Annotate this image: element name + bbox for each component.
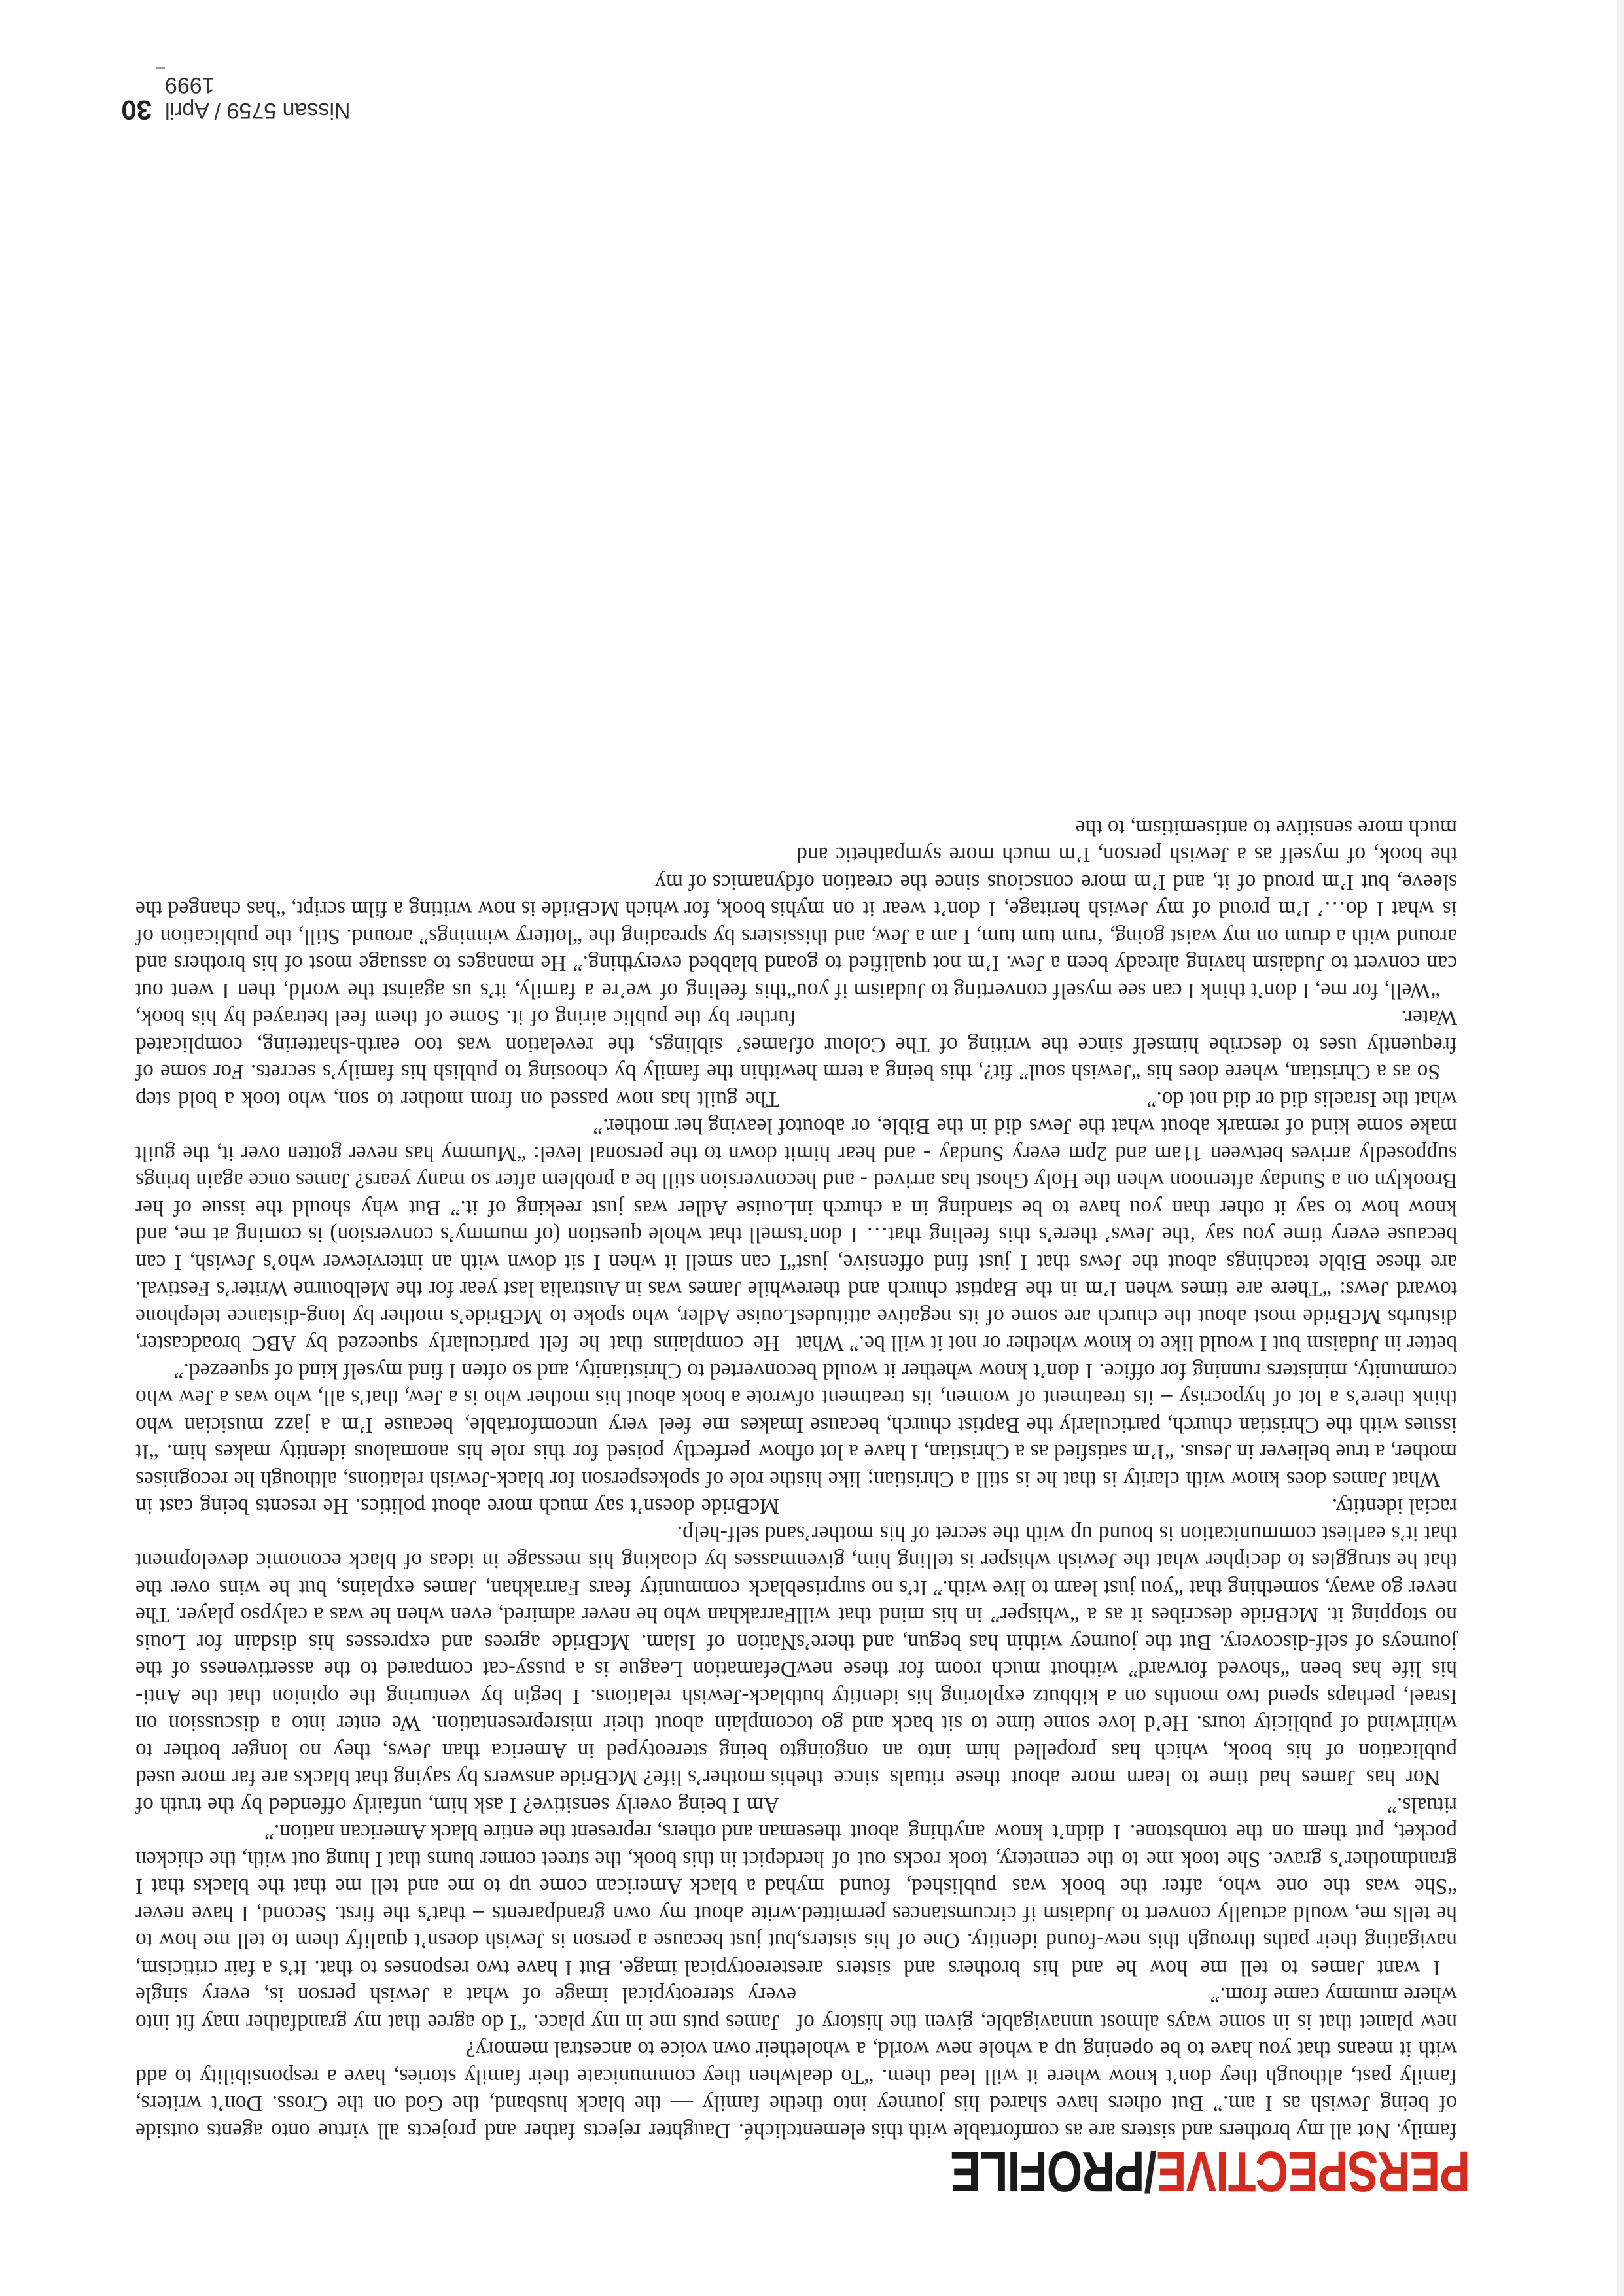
scan-edge xyxy=(1617,0,1624,2296)
right-column xyxy=(796,814,1457,2145)
paragraph: James puts me in my place. “I do agree that my grandfather may fit into every stereotypical image of what a Jewish person is, every single stereotypical image. But I have two responses to that. It’s a fair criticism, but just because a person is Jewish doesn’t qualify them to tell me how to write about my own grandparents – that’s the first. Second, I have never had a black American come up to me and tell me that the blacks that I depict in this book, the street corner bums that I hung out with, the chicken man and others, represent the entire black American nation.” xyxy=(135,1820,796,2034)
paragraph: The guilt has now passed on from mother to son, who took a bold step within the family by choosing to publish his family’s secrets. For some of James’ siblings, the revelation was too earth-shattering, complicated further by the public airing of it. Some of them feel betrayed by his book, “this feeling of we’re a family, it’s us against the world, then I went out and blabbed everything.” He manages to assuage most of his brothers and sisters by spreading the “lottery winnings” around. Still, the publication of his book, for which McBride is now writing a film script, “has changed the dynamics of my xyxy=(135,870,796,1111)
paragraph: Nor has James had time to learn more about these rituals since the publication of his book, which has propelled him into an ongoing whirlwind of publicity tours. He’d love some time to sit back and go to Israel, perhaps spend two months on a kibbutz exploring his identity but his life has been “shoved forward” without much room for these new journeys of self-discovery. But the journey within has begun, and there’s no stopping it. McBride describes it as a “whisper” in his mind that will never go away, something that “you just learn to live with.” It’s no surprise that he struggles to decipher what the Jewish whisper is telling him, given that it’s earliest communication is bound up with the secret of his mother’s racial identity. xyxy=(796,1494,1457,1790)
paragraph: family. Not all my brothers and sisters are as comfortable with this element of being Jewish as I am.” But others have shared his journey into the family past, although they don’t know where it will lead them. “To deal with it means that you have to be opening up a whole new world, a whole new planet that is in some ways almost unnavigable, given the history of where mummy came from.” xyxy=(796,1983,1457,2143)
paragraph: McBride doesn’t say much more about politics. He resents being cast in the role of spokesperson for black-Jewish relations, although he recognises how perfectly poised for this role his anomalous identity makes him. “It makes me feel very uncomfortable, because I’m a jazz musician who wrote a book about his mother who is a Jew, that’s all, who was a Jew who converted to Christianity, and so often I find myself kind of squeezed.” xyxy=(135,1359,796,1519)
left-column xyxy=(135,869,796,2145)
paragraph: Am I being overly sensitive? I ask him, unfairly offended by the truth of his mother’s life? McBride answers by saying that blacks are far more used to being stereotyped in America than Jews, they no longer bother to complain about their misrepresentation. We enter into a discussion on black-Jewish relations. I begin by venturing the opinion that the Anti-Defamation League is a pussy-cat compared to the assertiveness of the Nation of Islam. McBride agrees and expresses his disdain for Louis Farrakhan who he never admired, even when he was a calypso player. The black community fears Farrakhan, James explains, but he wins over the masses by cloaking his message in ideas of black economic development and self-help. xyxy=(135,1522,796,1817)
section-heading xyxy=(951,2139,1470,2204)
issue-date: Nissan 5759 / April 1999 xyxy=(165,73,351,123)
paragraph: He complains that he felt particularly squeezed by ABC broadcaster, Louise Adler, who spoke to McBride’s mother by long-distance telephone while James was in Australia last year for the Melbourne Writer’s Festival. “I can smell it when I sit down with an interviewer who’s Jewish, I can smell that whole question (of mummy’s conversion) is coming at me, and Louise Adler was just reeking of it.” But why should the issue of her conversion still be a problem after so many years? James once again brings it down to the personal level: “Mummy has never gotten over it, the guilt of leaving her mother.” xyxy=(135,1114,796,1356)
section-heading-perspective: PERSPECTIVE xyxy=(1156,2140,1470,2204)
section-heading-separator: / xyxy=(1144,2140,1157,2204)
paragraph: What James does know with clarity is that he is still a Christian; like his mother, a true believer in Jesus. “I’m satisfied as a Christian, I have a lot of issues with the Christian church, particularly the Baptist church, because I think there’s a lot of hypocrisy – its treatment of women, its treatment of community, ministers running for office. I don’t know whether it would be better in Judaism but I would like to know whether or not it will be.” What disturbs McBride most about the church are some of its negative attitudes toward Jews: “There are times when I’m in the Baptist church and there are these Bible teachings about the Jews that I just find offensive, just because every time you say ‘the Jews’ there’s this feeling that… I don’t know how to say it other than you have to be standing in a church in Brooklyn on a Sunday afternoon when the Holy Ghost has arrived - and he supposedly arrives between 11am and 2pm every Sunday - and hear him make some kind of remark about what the Jews did in the Bible, or about what the Israelis did or did not do.” xyxy=(796,1087,1457,1491)
section-heading-profile: PROFILE xyxy=(951,2140,1145,2204)
folio-rule xyxy=(156,67,165,69)
paragraph: So as a Christian, where does his “Jewish soul” fit?, this being a term he frequently uses to describe himself since the writing of The Colour of Water. xyxy=(796,1005,1457,1085)
paragraph: cliché. Daughter rejects father and projects all virtue onto agents outside the family — the black husband, the God on the Cross. Don’t writers, when they communicate their family stories, have a responsibility to add their own voice to ancestral memory? xyxy=(135,2037,796,2143)
paragraph: I want James to tell me how he and his brothers and sisters are navigating their paths through this new-found identity. One of his sisters, he tells me, would actually convert to Judaism if circumstances permitted. “She was the one who, after the book was published, found my grandmother’s grave. She took me to the cemetery, took rocks out of her pocket, put them on the tombstone. I didn’t know anything about these rituals.” xyxy=(796,1793,1457,1980)
page-number: 30 xyxy=(121,95,152,126)
paragraph: “Well, for me, I don’t think I can see myself converting to Judaism if you can convert to Judaism having already been a Jew. I’m not qualified to go around with a drum on my waist going, ‘rum tum tum, I am a Jew, and this is what I do…’ I’m proud of my Jewish heritage, I don’t wear it on my sleeve, but I’m proud of it, and I’m more conscious since the creation of the book, of myself as a Jewish person, I’m much more sympathetic and much more sensitive to antisemitism, to the xyxy=(796,816,1457,1003)
